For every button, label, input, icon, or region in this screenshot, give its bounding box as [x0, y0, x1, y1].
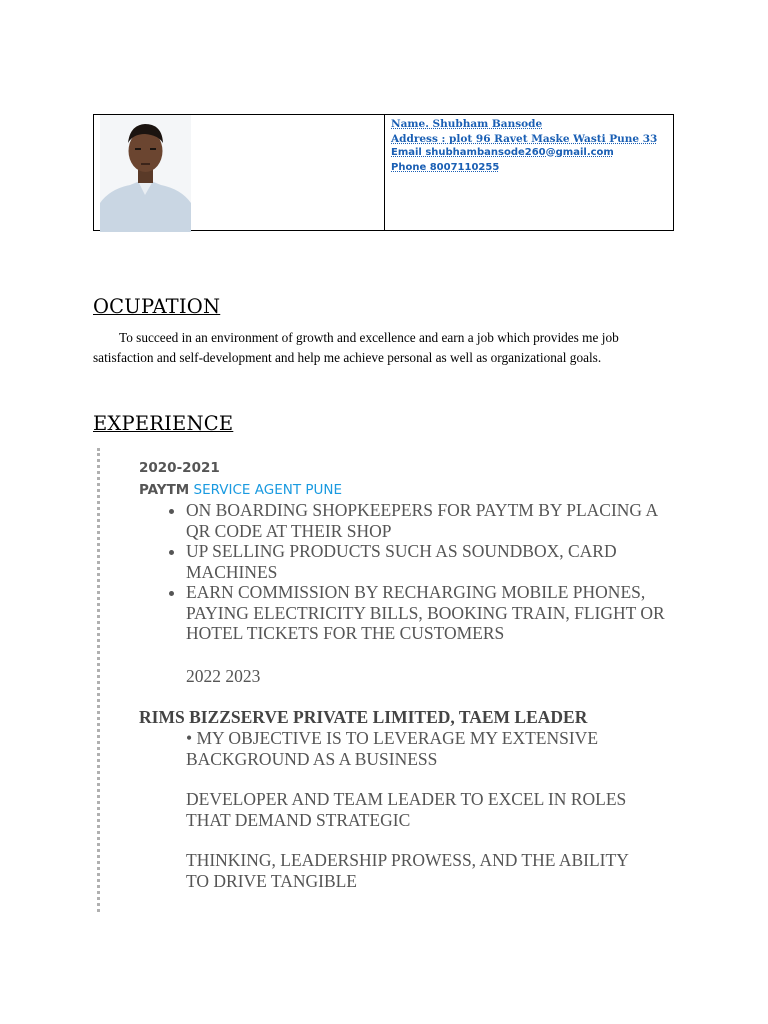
address-field[interactable]: Address : plot 96 Ravet Maske Wasti Pune 33	[391, 132, 658, 145]
job1-duties-list	[160, 500, 666, 644]
job2-paragraph-3: THINKING, LEADERSHIP PROWESS, AND THE ABILITY TO DRIVE TANGIBLE	[186, 850, 629, 891]
list-item: • ON BOARDING SHOPKEEPERS FOR PAYTM BY PLACING A QR CODE AT THEIR SHOP	[186, 500, 666, 541]
contact-header-table	[93, 114, 674, 231]
profile-photo	[100, 115, 191, 232]
list-item: • EARN COMMISSION BY RECHARGING MOBILE PHONES, PAYING ELECTRICITY BILLS, BOOKING TRAIN, FLIGHT OR HOTEL TICKETS FOR THE CUSTOMERS	[186, 582, 666, 644]
contact-info-cell	[385, 115, 673, 230]
job1-role: SERVICE AGENT PUNE	[193, 482, 343, 498]
job1-years: 2020-2021	[139, 460, 220, 476]
experience-section	[97, 448, 680, 912]
job2-paragraph-2: DEVELOPER AND TEAM LEADER TO EXCEL IN ROLES THAT DEMAND STRATEGIC	[186, 789, 627, 830]
objective-paragraph: To succeed in an environment of growth and excellence and earn a job which provides me job satisfaction and self-development and help me achieve personal as well as organizational goals.	[93, 330, 619, 365]
job1-company: PAYTM	[139, 482, 190, 498]
job2-company: RIMS BIZZSERVE PRIVATE LIMITED, TAEM LEADER	[139, 707, 588, 727]
experience-heading: EXPERIENCE	[93, 412, 234, 435]
phone-field[interactable]: Phone 8007110255	[391, 161, 500, 173]
job2-paragraph-1: • MY OBJECTIVE IS TO LEVERAGE MY EXTENSIVE BACKGROUND AS A BUSINESS	[186, 728, 599, 769]
objective-text	[93, 328, 673, 367]
photo-cell	[94, 115, 385, 230]
list-item: • UP SELLING PRODUCTS SUCH AS SOUNDBOX, CARD MACHINES	[186, 541, 666, 582]
objective-heading: OCUPATION	[93, 295, 221, 318]
name-field[interactable]: Name. Shubham Bansode	[391, 118, 543, 130]
job1-title	[139, 482, 342, 498]
job2-years: 2022 2023	[186, 666, 261, 686]
email-field[interactable]: Email shubhambansode260@gmail.com	[391, 147, 614, 158]
